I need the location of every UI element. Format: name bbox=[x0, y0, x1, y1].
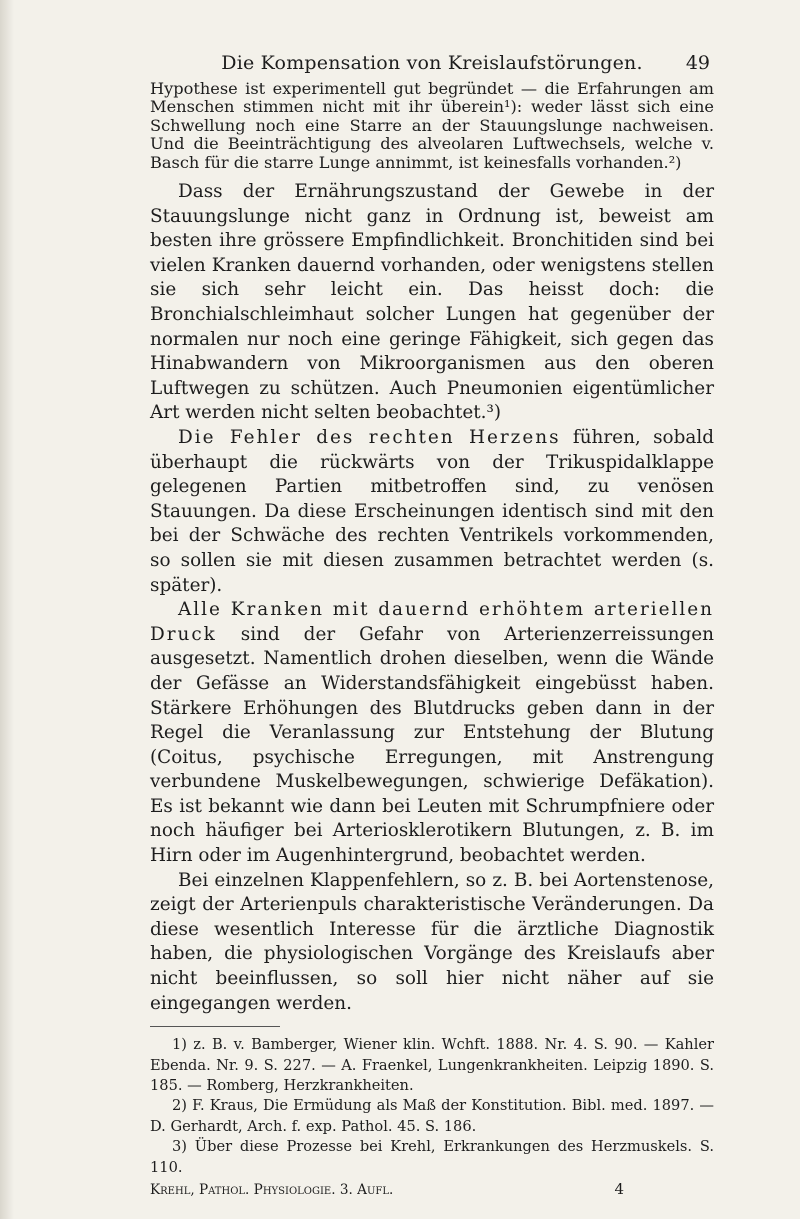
paragraph-arterieller-druck bbox=[150, 598, 714, 869]
emphasis-arterieller-druck: Alle Kranken mit dauernd erhöhtem arteriellen Druck bbox=[150, 599, 714, 645]
page-number: 49 bbox=[685, 52, 710, 74]
page-gutter-shadow bbox=[0, 0, 14, 1219]
footnote-2: 2) F. Kraus, Die Ermüdung als Maß der Konstitution. Bibl. med. 1897. — D. Gerhardt, Arch. f. exp. Pathol. 45. S. 186. bbox=[150, 1097, 714, 1135]
paragraph-rechtes-herz bbox=[150, 426, 714, 598]
body-text bbox=[150, 80, 714, 1016]
paragraph-arterieller-druck-text: sind der Gefahr von Arterienzerreissungen ausgesetzt. Namentlich drohen dieselben, wenn die Wände der Gefässe an Widerstandsfähigkeit eingebüsst haben. Stärkere Erhöhungen des Blutdrucks geben dann in der Regel die Veranlassung zur Entstehung der Blutung (Coitus, psychische Erregungen, mit Anstrengung verbundene Muskelbewegungen, schwierige Defäkation). Es ist bekannt wie dann bei Leuten mit Schrumpfniere oder noch häufiger bei Arteriosklerotikern Blutungen, z. B. im Hirn oder im Augenhintergrund, beobachtet werden. bbox=[150, 623, 714, 867]
footnote-3: 3) Über diese Prozesse bei Krehl, Erkrankungen des Herzmuskels. S. 110. bbox=[150, 1138, 714, 1176]
signature-mark: 4 bbox=[614, 1180, 624, 1199]
running-foot: Krehl, Pathol. Physiologie. 3. Aufl. bbox=[150, 1182, 394, 1199]
footnote-rule bbox=[150, 1026, 280, 1027]
paragraph-klappenfehler: Bei einzelnen Klappenfehlern, so z. B. bei Aortenstenose, zeigt der Arterienpuls charakteristische Veränderungen. Da diese wesentlich Interesse für die ärztliche Diagnostik haben, die physiologischen Vorgänge des Kreislaufs aber nicht beeinflussen, so soll hier nicht näher auf sie eingegangen werden. bbox=[150, 869, 714, 1014]
footnote-1: 1) z. B. v. Bamberger, Wiener klin. Wchft. 1888. Nr. 4. S. 90. — Kahler Ebenda. Nr. 9. S. 227. — A. Fraenkel, Lungenkrankheiten. Leipzig 1890. S. 185. — Romberg, Herzkrankheiten. bbox=[150, 1036, 714, 1095]
running-header bbox=[150, 44, 714, 80]
emphasis-rechtes-herz: Die Fehler des rechten Herzens bbox=[178, 426, 561, 448]
book-page bbox=[150, 44, 714, 1202]
paragraph-rechtes-herz-text: führen, sobald überhaupt die rückwärts von der Trikuspidalklappe gelegenen Partien mitbetroffen sind, zu venösen Stauungen. Da diese Erscheinungen identisch sind mit den bei der Schwäche des rechten Ventrikels vorkommenden, so sollen sie mit diesen zusammen betrachtet werden (s. später). bbox=[150, 426, 715, 596]
paragraph-hypothese: Hypothese ist experimentell gut begründet — die Erfahrungen am Menschen stimmen nicht mit ihr überein¹): weder lässt sich eine Schwellung noch eine Starre an der Stauungslunge nachweisen. Und die Beeinträchtigung des alveolaren Luftwechsels, welche v. Basch für die starre Lunge annimmt, ist keinesfalls vorhanden.²) bbox=[150, 79, 714, 172]
running-title: Die Kompensation von Kreislaufstörungen. bbox=[221, 52, 643, 74]
page-footer bbox=[150, 1180, 714, 1202]
footnotes bbox=[150, 1035, 714, 1178]
paragraph-ernaehrungszustand: Dass der Ernährungszustand der Gewebe in der Stauungslunge nicht ganz in Ordnung ist, beweist am besten ihre grössere Empfindlichkeit. Bronchitiden sind bei vielen Kranken dauernd vorhanden, oder wenigstens stellen sie sich sehr leicht ein. Das heisst doch: die Bronchialschleimhaut solcher Lungen hat gegenüber der normalen nur noch eine geringe Fähigkeit, sich gegen das Hinabwandern von Mikroorganismen aus den oberen Luftwegen zu schützen. Auch Pneumonien eigentümlicher Art werden nicht selten beobachtet.³) bbox=[150, 181, 714, 424]
